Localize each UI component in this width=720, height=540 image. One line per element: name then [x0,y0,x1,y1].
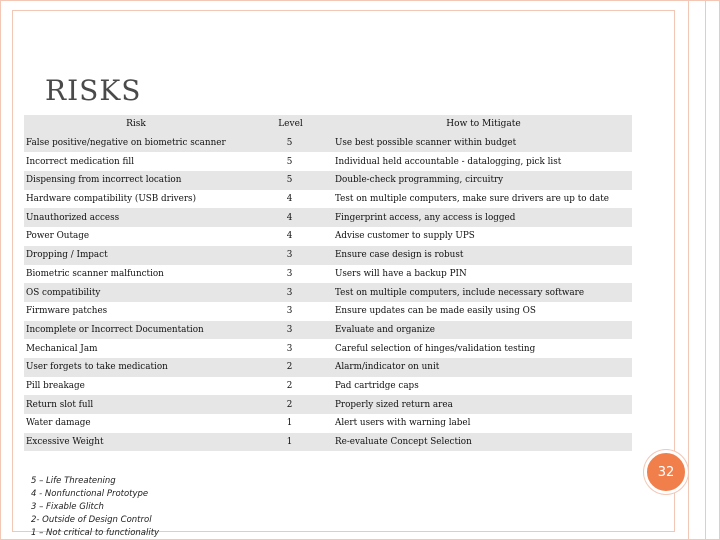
level-cell: 1 [246,433,333,452]
mitigation-cell: Ensure updates can be made easily using OS [333,302,632,321]
table-row [24,321,632,340]
risk-cell: Pill breakage [24,377,246,396]
risk-cell: Unauthorized access [24,208,246,227]
risk-cell: Incomplete or Incorrect Documentation [24,321,246,340]
level-cell: 3 [246,283,333,302]
mitigation-cell: Users will have a backup PIN [333,265,632,284]
page-number: 32 [657,464,675,480]
risk-cell: OS compatibility [24,283,246,302]
table-row [24,265,632,284]
level-legend [31,475,159,540]
table-body [24,134,632,452]
table-row [24,358,632,377]
level-cell: 3 [246,302,333,321]
risk-cell: Return slot full [24,395,246,414]
risk-cell: Power Outage [24,227,246,246]
table-row [24,190,632,209]
risk-cell: Mechanical Jam [24,339,246,358]
risk-cell: Firmware patches [24,302,246,321]
slide-frame-right-line-2 [705,0,706,540]
risks-table [24,115,632,451]
mitigation-cell: Evaluate and organize [333,321,632,340]
mitigation-cell: Individual held accountable - datalogging, pick list [333,152,632,171]
mitigation-cell: Advise customer to supply UPS [333,227,632,246]
mitigation-cell: Pad cartridge caps [333,377,632,396]
level-cell: 4 [246,208,333,227]
legend-item: 1 – Not critical to functionality [31,528,160,538]
mitigation-cell: Fingerprint access, any access is logged [333,208,632,227]
slide-title: RISKS [45,74,142,107]
level-cell: 3 [246,321,333,340]
table-row [24,414,632,433]
level-cell: 2 [246,358,333,377]
level-cell: 5 [246,171,333,190]
table-row [24,246,632,265]
risk-cell: Water damage [24,414,246,433]
header-mitigation: How to Mitigate [333,115,632,134]
legend-item: 3 – Fixable Glitch [31,502,104,512]
level-cell: 2 [246,377,333,396]
mitigation-cell: Test on multiple computers, include necessary software [333,283,632,302]
slide-frame-right-line [688,0,689,540]
header-risk: Risk [24,115,246,134]
table-row [24,171,632,190]
level-cell: 3 [246,265,333,284]
level-cell: 2 [246,395,333,414]
risk-cell: Biometric scanner malfunction [24,265,246,284]
risk-cell: Hardware compatibility (USB drivers) [24,190,246,209]
level-cell: 5 [246,152,333,171]
risk-cell: False positive/negative on biometric scanner [24,134,246,153]
header-level: Level [246,115,333,134]
legend-item: 2- Outside of Design Control [31,515,152,525]
mitigation-cell: Test on multiple computers, make sure drivers are up to date [333,190,632,209]
table-header-row [24,115,632,134]
mitigation-cell: Careful selection of hinges/validation testing [333,339,632,358]
table-row [24,395,632,414]
risk-cell: Incorrect medication fill [24,152,246,171]
level-cell: 5 [246,134,333,153]
table-row [24,134,632,153]
page-number-badge [644,450,688,494]
mitigation-cell: Ensure case design is robust [333,246,632,265]
table-row [24,227,632,246]
table-row [24,433,632,452]
risk-cell: Excessive Weight [24,433,246,452]
table-row [24,339,632,358]
level-cell: 3 [246,339,333,358]
risk-cell: Dropping / Impact [24,246,246,265]
table-row [24,208,632,227]
level-cell: 4 [246,190,333,209]
table-row [24,302,632,321]
risk-cell: User forgets to take medication [24,358,246,377]
mitigation-cell: Use best possible scanner within budget [333,134,632,153]
mitigation-cell: Alarm/indicator on unit [333,358,632,377]
legend-item: 4 - Nonfunctional Prototype [31,489,149,499]
table-row [24,283,632,302]
mitigation-cell: Alert users with warning label [333,414,632,433]
risk-cell: Dispensing from incorrect location [24,171,246,190]
level-cell: 3 [246,246,333,265]
legend-item: 5 – Life Threatening [31,476,116,486]
table-row [24,377,632,396]
mitigation-cell: Re-evaluate Concept Selection [333,433,632,452]
mitigation-cell: Properly sized return area [333,395,632,414]
level-cell: 4 [246,227,333,246]
mitigation-cell: Double-check programming, circuitry [333,171,632,190]
table-row [24,152,632,171]
level-cell: 1 [246,414,333,433]
